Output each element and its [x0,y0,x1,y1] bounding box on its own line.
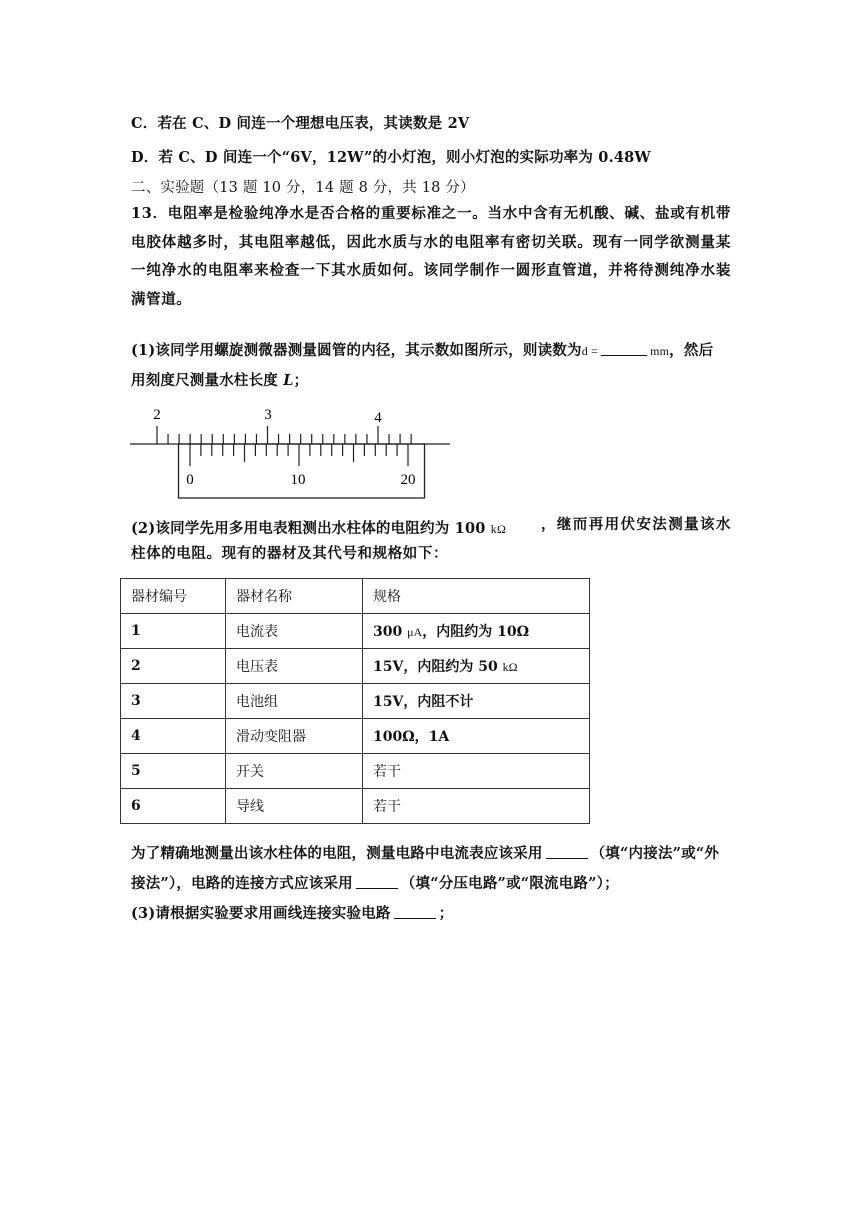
option-c [131,112,469,133]
row-id: 1 [121,614,226,649]
vernier-label-20: 20 [400,472,416,488]
unit-mm: mm [650,344,670,358]
q13-part2-after-text: 为了精确地测量出该水柱体的电阻，测量电路中电流表应该采用 [131,845,543,862]
row-name: 导线 [226,789,363,824]
option-d-label: D [131,149,144,166]
table-row [121,719,590,754]
q13-part2-after-end: （填“分压电路”或“限流电路”）； [400,875,619,892]
main-label-4: 4 [374,410,382,426]
q13-part2-after-line2 [131,872,619,893]
q13-part2-after-hint2: 接法”），电路的连接方式应该采用 [131,875,353,892]
q13-part1-line2 [131,369,308,390]
table-row [121,684,590,719]
header-spec: 规格 [363,579,590,614]
equipment-table [120,578,590,824]
header-name: 器材名称 [226,579,363,614]
var-L: L [283,372,294,389]
q13-part3 [131,902,453,923]
unit-kohm: kΩ [490,522,507,536]
q13-part1-then: ，然后 [669,342,714,359]
main-scale-ticks [157,426,411,444]
row-name: 电压表 [226,649,363,684]
row-spec: 100Ω，1A [363,719,590,754]
row-name: 滑动变阻器 [226,719,363,754]
row-id: 2 [121,649,226,684]
row-spec: 若干 [363,754,590,789]
row-name: 电池组 [226,684,363,719]
q13-part3-text: (3)请根据实验要求用画线连接实验电路 [131,905,391,922]
table-row [121,789,590,824]
q13-part2-after-line1 [131,842,719,863]
q13-part1-text: (1)该同学用螺旋测微器测量圆管的内径，其示数如图所示，则读数为 [131,342,582,359]
q13-part3-end: ； [438,905,454,922]
row-id: 3 [121,684,226,719]
spec-text-b: ，内阻约为 10Ω [422,624,530,640]
section-title: 二、实验题（13 题 10 分，14 题 8 分，共 18 分） [131,180,475,196]
table-row [121,754,590,789]
row-spec [363,614,590,649]
spec-text: 15V，内阻约为 50 [373,659,503,675]
q13-part1-text2: 用刻度尺测量水柱长度 [131,372,284,389]
option-c-text: ．若在 C、D 间连一个理想电压表，其读数是 2V [142,115,470,132]
row-id: 4 [121,719,226,754]
vernier-label-0: 0 [186,472,194,488]
main-label-2: 2 [153,407,161,423]
header-id: 器材编号 [121,579,226,614]
vernier-scale-ticks [190,444,408,466]
q13-part2-cont: ，继而再用伏安法测量该水柱体的电阻。现有的器材及其代号和规格如下： [131,516,731,562]
option-d [131,146,651,167]
option-d-text: ．若 C、D 间连一个“6V，12W”的小灯泡，则小灯泡的实际功率为 0.48W [143,149,651,166]
micrometer-diagram [130,402,454,502]
spec-unit: μA [407,625,423,639]
row-spec [363,649,590,684]
q13-part2-wrap [131,511,731,568]
table-header-row [121,579,590,614]
row-name: 开关 [226,754,363,789]
table-row [121,614,590,649]
row-name: 电流表 [226,614,363,649]
q13-part1-end: ； [293,372,309,389]
main-label-3: 3 [264,407,272,423]
table-row [121,649,590,684]
row-spec: 15V，内阻不计 [363,684,590,719]
row-spec: 若干 [363,789,590,824]
vernier-box [179,444,425,498]
q13-part2-text: (2)该同学先用多用电表粗测出水柱体的电阻约为 100 [131,520,491,537]
var-d: d = [581,344,599,358]
q13-part2-after-hint: （填“内接法”或“外 [590,845,720,862]
q13-part1-line1 [131,339,713,360]
row-id: 6 [121,789,226,824]
q13-intro: 13．电阻率是检验纯净水是否合格的重要标准之一。当水中含有无机酸、碱、盐或有机带电胶体越多时，其电阻率越低，因此水质与水的电阻率有密切关联。现有一同学欲测量某一纯净水的电阻率来检查一下其水质如何。该同学制作一圆形直管道，并将待测纯净水装满管道。 [131,205,731,308]
answer-blank-circuit[interactable] [394,904,436,919]
option-c-label: C [131,115,143,132]
spec-unit: kΩ [502,660,518,674]
row-id: 5 [121,754,226,789]
vernier-label-10: 10 [290,472,306,488]
answer-blank-ammeter-method[interactable] [546,844,588,859]
spec-text: 300 [373,624,408,640]
answer-blank-circuit-type[interactable] [356,874,398,889]
answer-blank-d[interactable] [601,341,647,356]
